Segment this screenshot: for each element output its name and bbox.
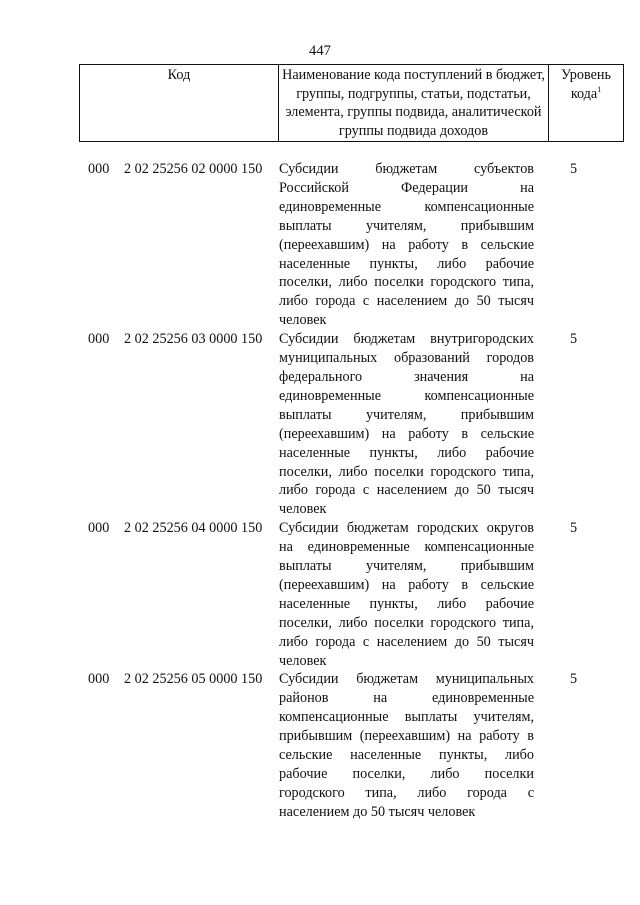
header-name: Наименование кода поступлений в бюджет, группы, подгруппы, статьи, подстатьи, элемента, группы подвида, аналитической группы подвида доходов xyxy=(279,65,549,142)
page-number: 447 xyxy=(309,43,331,59)
header-level xyxy=(549,65,624,142)
row-level: 5 xyxy=(570,671,578,688)
table-body xyxy=(0,160,640,822)
row-prefix: 000 xyxy=(88,671,110,688)
header-code: Код xyxy=(80,65,279,142)
table-row xyxy=(0,519,640,670)
row-level: 5 xyxy=(570,331,578,348)
row-level: 5 xyxy=(570,520,578,537)
row-code: 2 02 25256 03 0000 150 xyxy=(124,331,263,348)
footnote-marker: 1 xyxy=(597,84,602,94)
row-code: 2 02 25256 04 0000 150 xyxy=(124,520,263,537)
row-code: 2 02 25256 05 0000 150 xyxy=(124,671,263,688)
row-prefix: 000 xyxy=(88,331,110,348)
row-name: Субсидии бюджетам городских округов на единовременные компенсационные выплаты учителям, прибывшим (переехавшим) на работу в сельские населенные пункты, либо рабочие поселки, либо поселки городского типа, либо города с населением до 50 тысяч человек xyxy=(279,520,534,669)
row-prefix: 000 xyxy=(88,161,110,177)
table-header xyxy=(79,64,624,142)
row-prefix: 000 xyxy=(88,520,110,537)
row-code: 2 02 25256 02 0000 150 xyxy=(124,161,263,177)
row-name: Субсидии бюджетам субъектов Российской Федерации на единовременные компенсационные выплаты учителям, прибывшим (переехавшим) на работу в сельские населенные пункты, либо рабочие поселки, либо поселки городского типа, либо города с населением до 50 тысяч человек xyxy=(279,161,534,329)
row-name: Субсидии бюджетам внутригородских муниципальных образований городов федерального значения на единовременные компенсационные выплаты учителям, прибывшим (переехавшим) на работу в сельские населенные пункты, либо рабочие поселки, либо поселки городского типа, либо города с населением до 50 тысяч человек xyxy=(279,331,534,518)
table-row xyxy=(0,160,640,330)
header-level-label: Уровень кода xyxy=(561,67,611,102)
table-header-row xyxy=(80,65,624,142)
table-row xyxy=(0,330,640,519)
row-level: 5 xyxy=(570,161,578,177)
row-name: Субсидии бюджетам муниципальных районов на единовременные компенсационные выплаты учителям, прибывшим (переехавшим) на работу в сельские населенные пункты, либо рабочие поселки, либо поселки городского типа, либо города с населением до 50 тысяч человек xyxy=(279,671,534,820)
table-row xyxy=(0,670,640,821)
